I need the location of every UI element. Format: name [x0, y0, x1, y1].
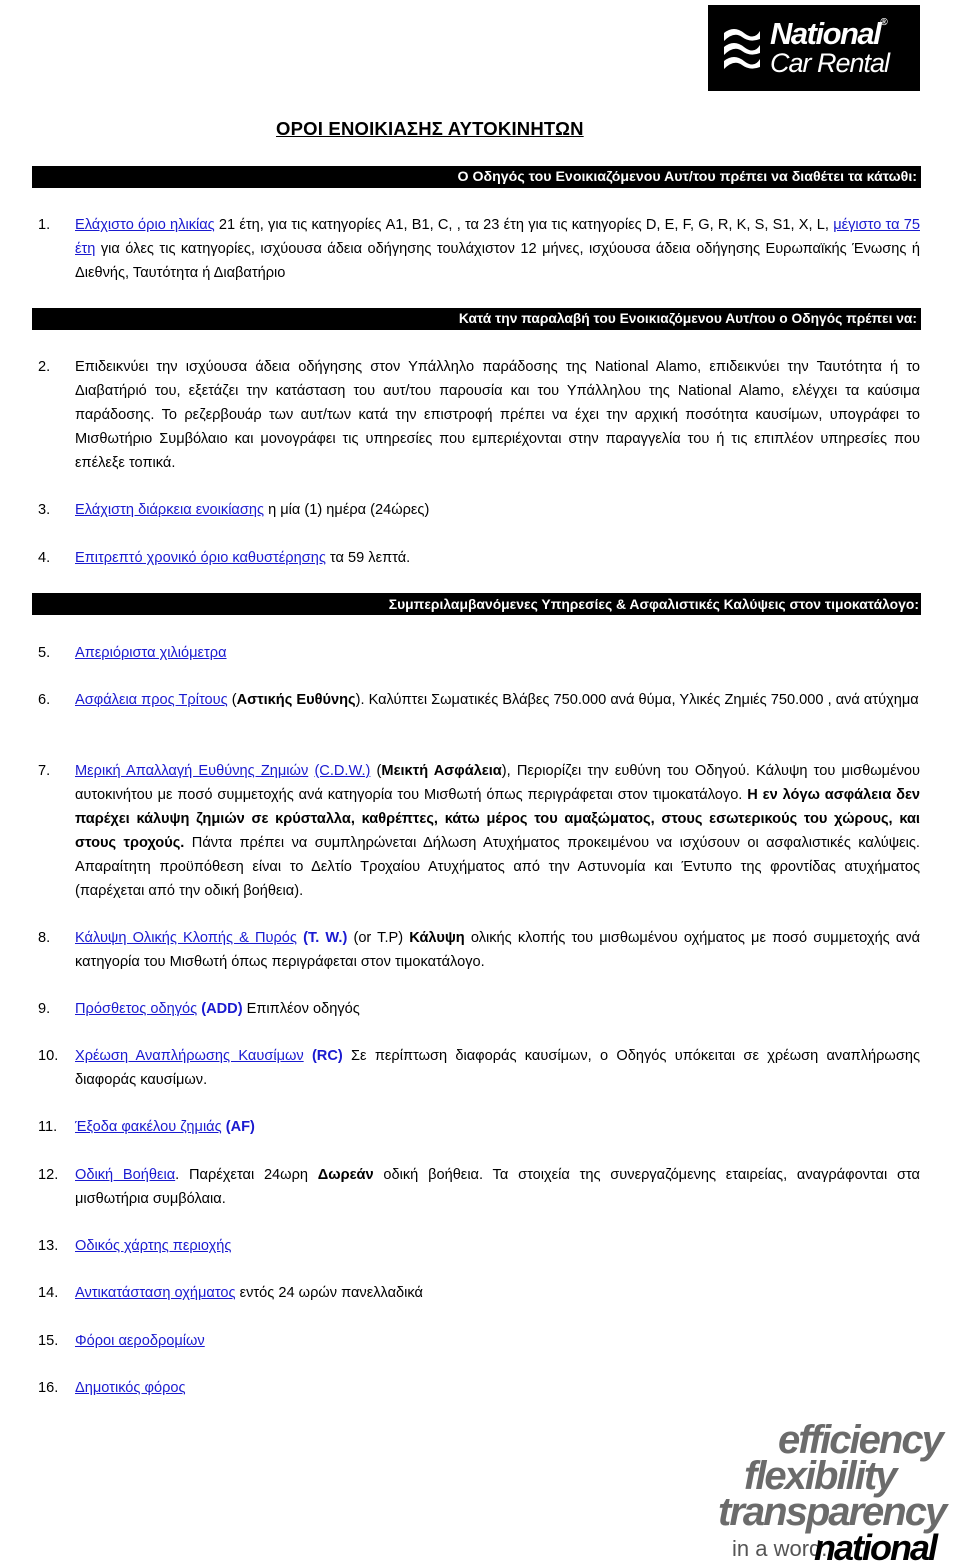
link-road-map[interactable]: Οδικός χάρτης περιοχής [75, 1238, 232, 1254]
link-cdw[interactable]: Μερική Απαλλαγή Ευθύνης Ζημιών [75, 763, 309, 779]
list-item: 2. Επιδεικνύει την ισχύουσα άδεια οδήγησης στον Υπάλληλο παράδοσης της National Alamo, επιδεικνύει την Ταυτότητα ή το Διαβατήριό του, εξετάζει την κατάσταση του αυτ/του παρουσία και του Υπάλληλου της National Alamo, ελέγχει τα καύσιμα παράδοσης. Το ρεζερβουάρ των αυτ/των κατά την επιστροφή πρέπει να έχει την αρχική ποσότητα καυσίμων, υπογράφει το Μισθωτήριο Συμβόλαιο και μονογράφει τις υπηρεσίες που εμπεριέχονται στην παραγγελία του ή τις επιπλέον υπηρεσίες που επέλεξε τοπικά. [38, 359, 920, 471]
link-max-age[interactable]: μέγιστο τα 75 έτη [75, 217, 920, 257]
slogan-graphic [716, 1420, 960, 1568]
link-damage-fee[interactable]: Έξοδα φακέλου ζημιάς [75, 1119, 222, 1135]
link-add-driver[interactable]: Πρόσθετος οδηγός [75, 1001, 198, 1017]
link-min-age[interactable]: Ελάχιστο όριο ηλικίας [75, 217, 215, 233]
link-cdw-code[interactable]: (C.D.W.) [314, 763, 371, 779]
slogan-word: transparency [718, 1490, 946, 1534]
logo-line2: Car Rental [770, 48, 890, 78]
link-theft[interactable]: Κάλυψη Ολικής Κλοπής & Πυρός [75, 930, 297, 946]
flag-stripes-icon [722, 23, 762, 75]
link-replacement[interactable]: Αντικατάσταση οχήματος [75, 1285, 236, 1301]
list-item: 11. Έξοδα φακέλου ζημιάς (AF) [38, 1119, 255, 1135]
list-item: 3. Ελάχιστη διάρκεια ενοικίασης η μία (1) ημέρα (24ώρες) [38, 502, 430, 518]
list-item: 16. Δημοτικός φόρος [38, 1380, 186, 1396]
list-item: 12. Οδική Βοήθεια. Παρέχεται 24ωρη Δωρεάν οδική βοήθεια. Τα στοιχεία της συνεργαζόμενης εταιρείας, αναγράφονται στα μισθωτήρια συμβόλαια. [38, 1167, 920, 1207]
section-bar-included: Συμπεριλαμβανόμενες Υπηρεσίες & Ασφαλιστικές Καλύψεις στον τιμοκατάλογο: [32, 593, 921, 615]
link-min-duration[interactable]: Ελάχιστη διάρκεια ενοικίασης [75, 502, 265, 518]
page-title: ΟΡΟΙ ΕΝΟΙΚΙΑΣΗΣ ΑΥΤΟΚΙΝΗΤΩΝ [276, 118, 584, 139]
link-third-party[interactable]: Ασφάλεια προς Τρίτους [75, 692, 228, 708]
list-item: 13. Οδικός χάρτης περιοχής [38, 1238, 232, 1254]
link-road-assistance[interactable]: Οδική Βοήθεια [75, 1167, 176, 1183]
slogan-word: in a word. [732, 1536, 828, 1561]
slogan-word: flexibility [744, 1454, 896, 1498]
section-bar-requirements: Ο Οδηγός του Ενοικιαζόμενου Αυτ/του πρέπει να διαθέτει τα κάτωθι: [32, 166, 921, 188]
section-bar-pickup: Κατά την παραλαβή του Ενοικιαζόμενου Αυτ/του ο Οδηγός πρέπει να: [32, 308, 921, 330]
list-item: 9. Πρόσθετος οδηγός (ADD) Επιπλέον οδηγός [38, 1001, 360, 1017]
list-item: 7. Μερική Απαλλαγή Ευθύνης Ζημιών (C.D.W.) (Μεικτή Ασφάλεια), Περιορίζει την ευθύνη του Οδηγού. Κάλυψη του μισθωμένου αυτοκινήτου με ποσό συμμετοχής ανά κατηγορία του Μισθωτή όπως περιγράφεται στον τιμοκατάλογο. Η εν λόγω ασφάλεια δεν παρέχει κάλυψη ζημιών σε κρύσταλλα, καθρέπτες, κάτω μέρος του αμαξώματος, στους εσωτερικούς του χώρους, και στους τροχούς. Πάντα πρέπει να συμπληρώνεται Δήλωση Ατυχήματος προκειμένου να ισχύσουν οι ασφαλιστικές καλύψεις. Απαραίτητη προϋπόθεση είναι το Δελτίο Τροχαίου Ατυχήματος από την Αστυνομία και Έντυπο της φροντίδας ατυχήματος (παρέχεται από την οδική βοήθεια). [38, 763, 920, 899]
slogan-word: efficiency [778, 1418, 942, 1462]
logo-line1: National® [770, 16, 887, 51]
list-item: 5. Απεριόριστα χιλιόμετρα [38, 645, 227, 661]
list-item: 4. Επιτρεπτό χρονικό όριο καθυστέρησης τα 59 λεπτά. [38, 550, 411, 566]
national-logo [708, 5, 920, 91]
link-refuel[interactable]: Χρέωση Αναπλήρωσης Καυσίμων [75, 1048, 304, 1064]
slogan-word: national [814, 1527, 937, 1568]
list-item: 10. Χρέωση Αναπλήρωσης Καυσίμων (RC) Σε περίπτωση διαφοράς καυσίμων, ο Οδηγός υπόκειται σε χρέωση αναπλήρωσης διαφοράς καυσίμων. [38, 1048, 920, 1088]
list-item: 14. Αντικατάσταση οχήματος εντός 24 ωρών πανελλαδικά [38, 1285, 423, 1301]
link-airport-tax[interactable]: Φόροι αεροδρομίων [75, 1333, 205, 1349]
list-item: 15. Φόροι αεροδρομίων [38, 1333, 205, 1349]
link-late-limit[interactable]: Επιτρεπτό χρονικό όριο καθυστέρησης [75, 550, 326, 566]
list-item: 1. Ελάχιστο όριο ηλικίας 21 έτη, για τις κατηγορίες A1, B1, C, , τα 23 έτη για τις κατηγορίες D, E, F, G, R, K, S, S1, X, L, μέγιστο τα 75 έτη για όλες τις κατηγορίες, ισχύουσα άδεια οδήγησης τουλάχιστον 12 μήνες, ισχύουσα άδεια οδήγησης Ευρωπαϊκής Ένωσης ή Διεθνής, Ταυτότητα ή Διαβατήριο [38, 217, 920, 281]
list-item: 8. Κάλυψη Ολικής Κλοπής & Πυρός (T. W.) (or T.P) Κάλυψη ολικής κλοπής του μισθωμένου οχήματος με ποσό συμμετοχής ανά κατηγορία του Μισθωτή όπως περιγράφεται στον τιμοκατάλογο. [38, 930, 921, 970]
link-municipal-tax[interactable]: Δημοτικός φόρος [75, 1380, 186, 1396]
link-unlimited-km[interactable]: Απεριόριστα χιλιόμετρα [75, 645, 227, 661]
list-item: 6. Ασφάλεια προς Τρίτους (Αστικής Ευθύνης). Καλύπτει Σωματικές Βλάβες 750.000 ανά θύμα, Υλικές Ζημιές 750.000 , ανά ατύχημα [38, 692, 919, 708]
